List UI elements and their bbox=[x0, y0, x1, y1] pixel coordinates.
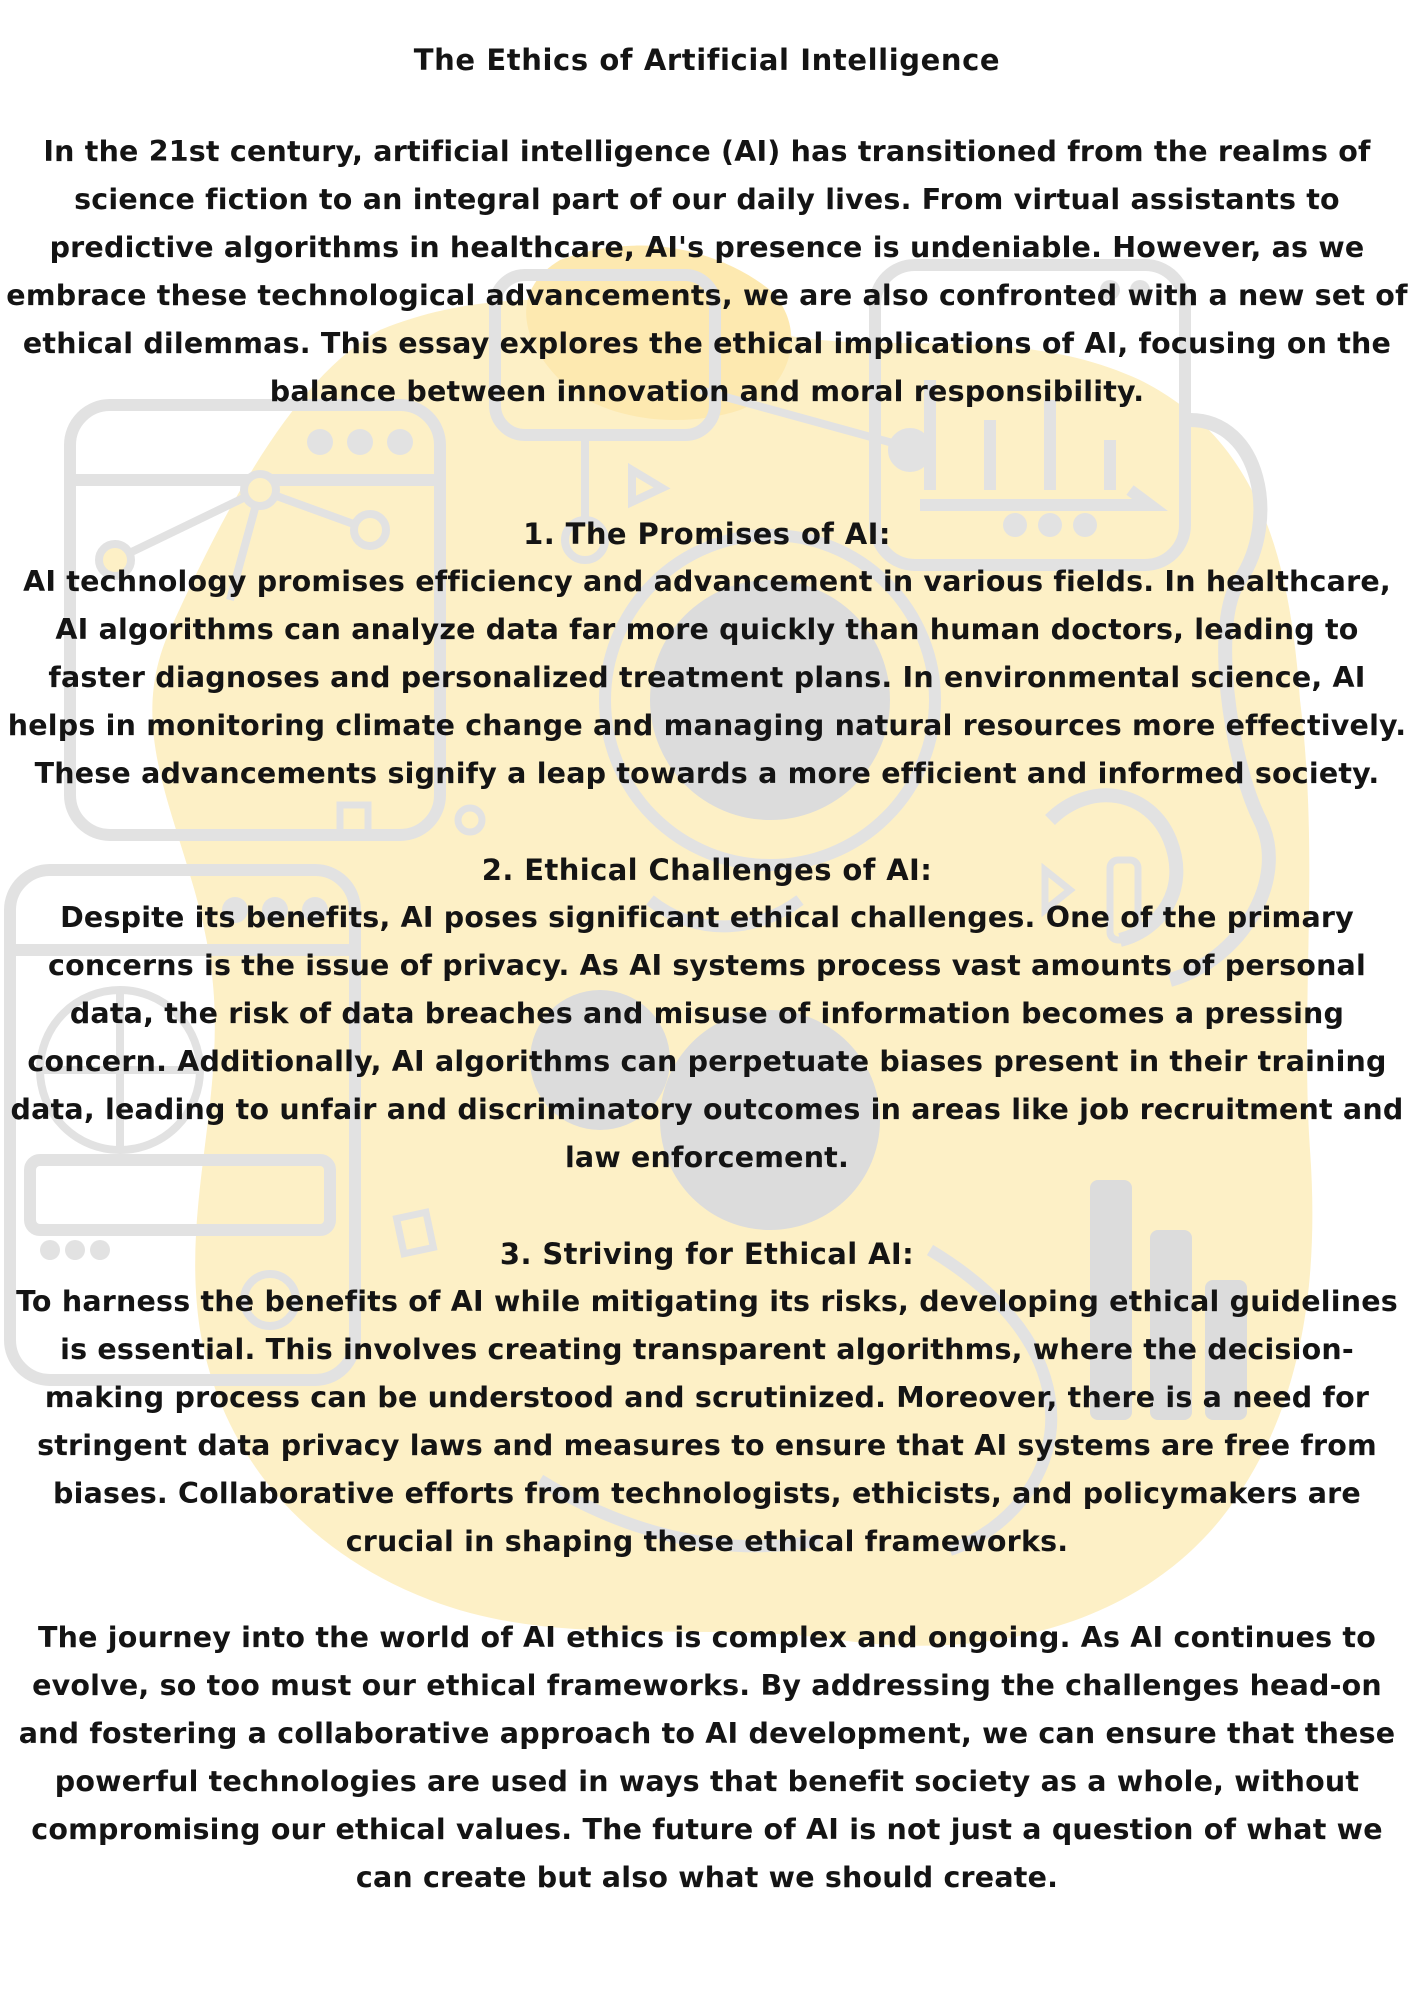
section-heading: 1. The Promises of AI: bbox=[523, 517, 891, 551]
essay-title: The Ethics of Artificial Intelligence bbox=[413, 43, 1001, 77]
section-body: To harness the benefits of AI while mitigating its risks, developing ethical guidelines is essential. This involves creating transparent algorithms, where the decision-making process can be understood and scrutinized. Moreover, there is a need for stringent data privacy laws and measures to ensure that AI systems are free from biases. Collaborative efforts from technologists, ethicists, and policymakers are crucial in shaping these ethical frameworks. bbox=[16, 1285, 1398, 1558]
section-body: AI technology promises efficiency and advancement in various fields. In healthcare, AI algorithms can analyze data far more quickly than human doctors, leading to faster diagnoses and personalized treatment plans. In environmental science, AI helps in monitoring climate change and managing natural resources more effectively. These advancements signify a leap towards a more efficient and informed society. bbox=[7, 565, 1407, 790]
section-body: Despite its benefits, AI poses significant ethical challenges. One of the primary concerns is the issue of privacy. As AI systems process vast amounts of personal data, the risk of data breaches and misuse of information becomes a pressing concern. Additionally, AI algorithms can perpetuate biases present in their training data, leading to unfair and discriminatory outcomes in areas like job recruitment and law enforcement. bbox=[10, 901, 1404, 1174]
conclusion-paragraph: The journey into the world of AI ethics is complex and ongoing. As AI continues to evolve, so too must our ethical frameworks. By addressing the challenges head-on and fostering a collaborative approach to AI development, we can ensure that these powerful technologies are used in ways that benefit society as a whole, without compromising our ethical values. The future of AI is not just a question of what we can create but also what we should create. bbox=[18, 1621, 1396, 1894]
spacer bbox=[6, 798, 1408, 846]
section-heading: 2. Ethical Challenges of AI: bbox=[481, 853, 933, 887]
section-heading: 3. Striving for Ethical AI: bbox=[499, 1237, 915, 1271]
spacer bbox=[6, 1182, 1408, 1230]
section-promises bbox=[6, 510, 1408, 798]
section-striving bbox=[6, 1230, 1408, 1566]
intro-paragraph: In the 21st century, artificial intelligence (AI) has transitioned from the realms of science fiction to an integral part of our daily lives. From virtual assistants to predictive algorithms in healthcare, AI's presence is undeniable. However, as we embrace these technological advancements, we are also confronted with a new set of ethical dilemmas. This essay explores the ethical implications of AI, focusing on the balance between innovation and moral responsibility. bbox=[6, 135, 1408, 408]
section-challenges bbox=[6, 846, 1408, 1182]
spacer bbox=[6, 1566, 1408, 1614]
spacer bbox=[6, 416, 1408, 510]
